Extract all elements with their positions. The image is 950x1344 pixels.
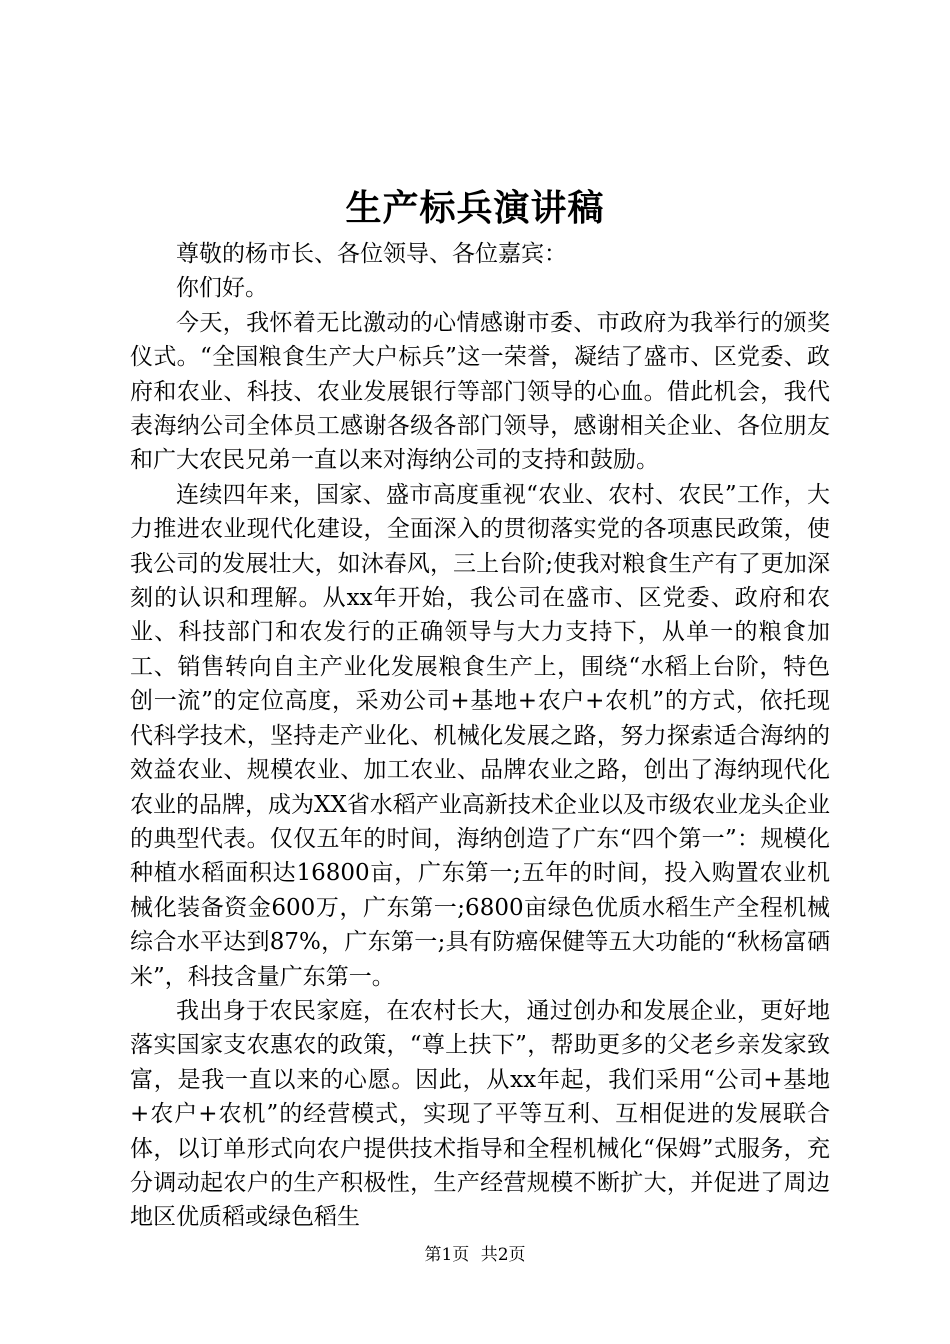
greeting-paragraph: 你们好。 — [176, 275, 268, 302]
salutation-paragraph: 尊敬的杨市长、各位领导、各位嘉宾： — [176, 241, 567, 267]
page-total: 共2页 — [480, 1245, 526, 1265]
body-paragraph: 我出身于农民家庭，在农村长大，通过创办和发展企业，更好地落实国家支农惠农的政策，“尊上扶下”，帮助更多的父老乡亲发家致富，是我一直以来的心愿。因此，从xx年起，我们采用“公司+基地+农户+农机”的经营模式，实现了平等互利、互相促进的发展联合体，以订单形式向农户提供技术指导和全程机械化“保姆”式服务，充分调动起农户的生产积极性，生产经营规模不断扩大，并促进了周边地区优质稻或绿色稻生 — [130, 997, 830, 1231]
body-paragraph: 连续四年来，国家、盛市高度重视“农业、农村、农民”工作，大力推进农业现代化建设，全面深入的贯彻落实党的各项惠民政策，使我公司的发展壮大，如沐春风，三上台阶;使我对粮食生产有了更加深刻的认识和理解。从xx年开始，我公司在盛市、区党委、政府和农业、科技部门和农发行的正确领导与大力支持下，从单一的粮食加工、销售转向自主产业化发展粮食生产上，围绕“水稻上台阶，特色创一流”的定位高度，采劝公司+基地+农户+农机”的方式，依托现代科学技术，坚持走产业化、机械化发展之路，努力探索适合海纳的效益农业、规模农业、加工农业、品牌农业之路，创出了海纳现代化农业的品牌，成为XX省水稻产业高新技术企业以及市级农业龙头企业的典型代表。仅仅五年的时间，海纳创造了广东“四个第一”：规模化种植水稻面积达16800亩，广东第一;五年的时间，投入购置农业机械化装备资金600万，广东第一;6800亩绿色优质水稻生产全程机械综合水平达到87%，广东第一;具有防癌保健等五大功能的“秋杨富硒米”，科技含量广东第一。 — [130, 481, 830, 990]
document-title: 生产标兵演讲稿 — [345, 187, 605, 229]
body-paragraph: 今天，我怀着无比激动的心情感谢市委、市政府为我举行的颁奖仪式。“全国粮食生产大户标兵”这一荣誉，凝结了盛市、区党委、政府和农业、科技、农业发展银行等部门领导的心血。借此机会，我代表海纳公司全体员工感谢各级各部门领导，感谢相关企业、各位朋友和广大农民兄弟一直以来对海纳公司的支持和鼓励。 — [130, 309, 830, 474]
page-number: 第1页 — [424, 1245, 470, 1265]
document-body — [130, 237, 830, 1235]
page-footer — [0, 1243, 950, 1267]
